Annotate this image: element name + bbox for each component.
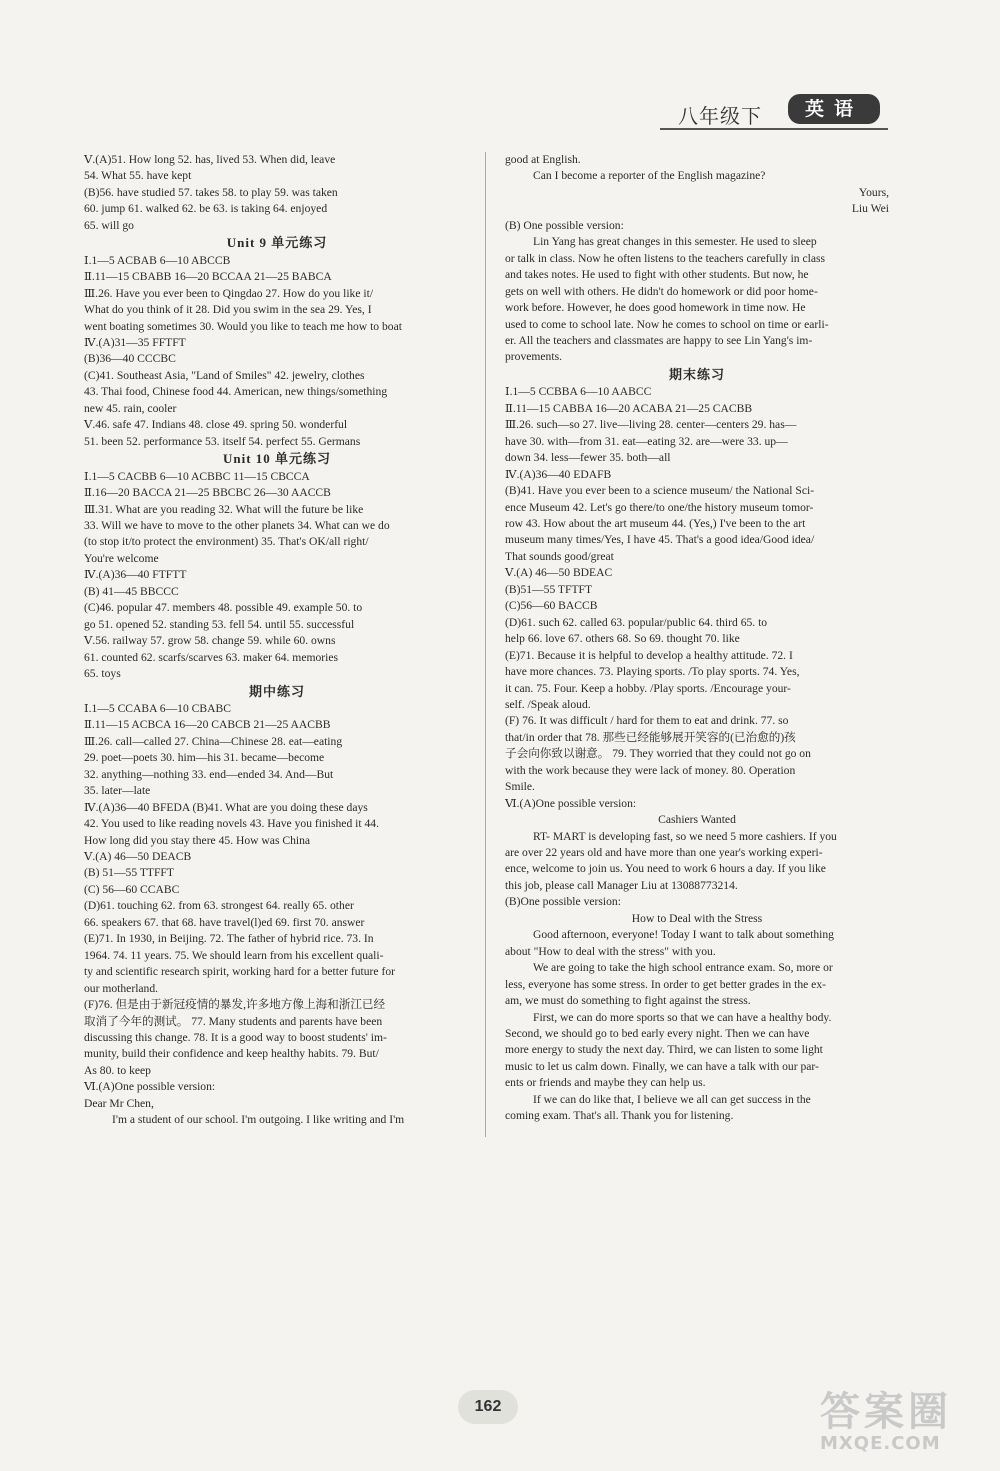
answer-line: Ⅲ.26. such—so 27. live—living 28. center—centers 29. has— (505, 418, 797, 432)
answer-line: 43. Thai food, Chinese food 44. American, new things/something (84, 385, 388, 399)
answer-line: That sounds good/great (505, 549, 614, 563)
answer-line: How long did you stay there 45. How was China (84, 833, 311, 847)
essay-line: Good afternoon, everyone! Today I want to talk about something (533, 928, 834, 942)
essay-line: coming exam. That's all. Thank you for listening. (505, 1109, 734, 1123)
answer-line: What do you think of it 28. Did you swim in the sea 29. Yes, I (84, 303, 372, 317)
essay-line: used to come to school late. Now he comes to school on time or earli- (505, 317, 829, 331)
essay-line: If we can do like that, I believe we all can get success in the (533, 1092, 811, 1106)
answer-line: (D)61. such 62. called 63. popular/public 64. third 65. to (505, 615, 768, 629)
answer-line: self. /Speak aloud. (505, 697, 591, 711)
answer-line: Ⅳ.(A)36—40 BFEDA (B)41. What are you doing these days (84, 800, 368, 814)
speech-title: How to Deal with the Stress (631, 911, 763, 925)
answer-line: Ⅴ.(A) 46—50 BDEAC (505, 566, 613, 580)
answer-line: munity, build their confidence and keep healthy habits. 79. But/ (84, 1047, 379, 1061)
answer-line: (E)71. Because it is helpful to develop a healthy attitude. 72. I (505, 648, 793, 662)
answer-line: Ⅲ.26. Have you ever been to Qingdao 27. How do you like it/ (84, 286, 374, 300)
page-header (660, 92, 890, 132)
letter-signature: Liu Wei (851, 202, 889, 216)
answer-line: 1964. 74. 11 years. 75. We should learn from his excellent quali- (84, 948, 384, 962)
essay-line: about "How to deal with the stress" with you. (505, 944, 716, 958)
answer-line: Ⅴ.46. safe 47. Indians 48. close 49. spring 50. wonderful (84, 418, 348, 432)
essay-line: RT- MART is developing fast, so we need 5 more cashiers. If you (533, 829, 837, 843)
section-heading-unit-9: Unit 9 单元练习 (226, 235, 328, 251)
answer-line: 42. You used to like reading novels 43. Have you finished it 44. (84, 817, 379, 831)
answer-line: Ⅵ.(A)One possible version: (505, 796, 637, 810)
essay-line: First, we can do more sports so that we can have a healthy body. (533, 1010, 832, 1024)
grade-label: 八年级下 (678, 104, 762, 128)
subject-tab: 英语 (788, 94, 880, 124)
answer-line: Ⅴ.(A)51. How long 52. has, lived 53. When did, leave (84, 153, 336, 166)
essay-line: Lin Yang has great changes in this semester. He used to sleep (533, 235, 817, 249)
answer-line: our motherland. (84, 981, 159, 995)
answer-line: 29. poet—poets 30. him—his 31. became—become (84, 751, 325, 765)
answer-line: (to stop it/to protect the environment) 35. That's OK/all right/ (84, 535, 369, 549)
ad-title: Cashiers Wanted (658, 813, 736, 827)
letter-closing: Yours, (858, 185, 889, 199)
answer-line: (D)61. touching 62. from 63. strongest 64. really 65. other (84, 899, 354, 913)
answer-line: Ⅵ.(A)One possible version: (84, 1080, 216, 1094)
essay-line: more energy to study the next day. Third, we can listen to some light (505, 1043, 823, 1057)
answer-line: (C)46. popular 47. members 48. possible 49. example 50. to (84, 601, 363, 615)
header-rule (660, 128, 888, 130)
essay-line: are over 22 years old and have more than one year's working experi- (505, 846, 823, 860)
essay-line: er. All the teachers and classmates are happy to see Lin Yang's im- (505, 333, 813, 347)
answer-line: Ⅳ.(A)31—35 FFTFT (84, 335, 186, 349)
essay-line: less, everyone has some stress. In order to get better grades in the ex- (505, 977, 826, 991)
answer-line: Ⅲ.31. What are you reading 32. What will the future be like (84, 502, 364, 516)
answer-line: Ⅰ.1—5 ACBAB 6—10 ABCCB (84, 253, 231, 267)
answer-line: 65. will go (84, 218, 134, 232)
answer-line: row 43. How about the art museum 44. (Yes,) I've been to the art (505, 516, 806, 530)
answer-line: 54. What 55. have kept (84, 169, 192, 183)
essay-line: We are going to take the high school entrance exam. So, more or (533, 961, 833, 975)
answer-line: (B)51—55 TFTFT (505, 582, 593, 596)
letter-salutation: Dear Mr Chen, (84, 1096, 154, 1110)
letter-body-line: Can I become a reporter of the English magazine? (533, 169, 766, 183)
answer-line: Ⅳ.(A)36—40 FTFTT (84, 568, 187, 582)
answer-line: have more chances. 73. Playing sports. /To play sports. 74. Yes, (505, 665, 800, 679)
answer-line: that/in order that 78. 那些已经能够展开笑容的(已治愈的)孩 (505, 730, 796, 744)
answer-line: 33. Will we have to move to the other planets 34. What can we do (84, 518, 390, 532)
answer-line: Smile. (505, 780, 535, 794)
answer-line: with the work because they were lack of money. 80. Operation (505, 763, 796, 777)
answer-line: Ⅴ.(A) 46—50 DEACB (84, 850, 192, 864)
answer-line: go 51. opened 52. standing 53. fell 54. until 55. successful (84, 617, 355, 631)
answer-line: Ⅲ.26. call—called 27. China—Chinese 28. eat—eating (84, 734, 343, 748)
answer-line: As 80. to keep (84, 1063, 151, 1077)
column-divider (485, 152, 486, 1137)
letter-body-line: good at English. (505, 153, 581, 166)
answer-line: 66. speakers 67. that 68. have travel(l)ed 69. first 70. answer (84, 915, 365, 929)
essay-line: Second, we should go to bed early every night. Then we can have (505, 1027, 810, 1041)
answer-line: (B)41. Have you ever been to a science museum/ the National Sci- (505, 484, 815, 498)
answer-line: (B) 51—55 TTFFT (84, 866, 174, 880)
watermark-logo (820, 1380, 990, 1460)
essay-line: provements. (505, 350, 562, 364)
answer-line: 65. toys (84, 667, 121, 681)
essay-line: am, we must do something to fight against the stress. (505, 994, 751, 1008)
section-heading-midterm: 期中练习 (248, 683, 305, 699)
answer-line: ence Museum 42. Let's go there/to one/the history museum tomor- (505, 500, 814, 514)
page-number: 162 (458, 1390, 518, 1424)
answer-line: ty and scientific research spirit, working hard for a better future for (84, 965, 395, 979)
answer-line: went boating sometimes 30. Would you like to teach me how to boat (84, 319, 402, 333)
answer-line: discussing this change. 78. It is a good way to boost students' im- (84, 1031, 387, 1045)
answer-line: (C) 56—60 CCABC (84, 882, 180, 896)
answer-line: 61. counted 62. scarfs/scarves 63. maker 64. memories (84, 650, 339, 664)
answer-line: (B) 41—45 BBCCC (84, 584, 179, 598)
answer-line: Ⅳ.(A)36—40 EDAFB (505, 467, 612, 481)
essay-line: this job, please call Manager Liu at 13088773214. (505, 878, 738, 892)
answer-line: (F) 76. It was difficult / hard for them to eat and drink. 77. so (505, 714, 789, 728)
answer-line: down 34. less—fewer 35. both—all (505, 451, 671, 465)
answer-line: help 66. love 67. others 68. So 69. thought 70. like (505, 632, 740, 646)
essay-line: and takes notes. He used to fight with other students. But now, he (505, 268, 809, 282)
answer-line: Ⅱ.11—15 ACBCA 16—20 CABCB 21—25 AACBB (84, 718, 331, 732)
watermark-url: MXQE.COM (820, 1433, 941, 1454)
answer-line: 子会向你致以谢意。 79. They worried that they could not go on (505, 747, 811, 761)
answer-line: (B)56. have studied 57. takes 58. to play 59. was taken (84, 185, 338, 199)
answer-line: Ⅱ.11—15 CBABB 16—20 BCCAA 21—25 BABCA (84, 270, 332, 284)
essay-line: ents or friends and maybe they can help us. (505, 1076, 706, 1090)
answer-line: (B)One possible version: (505, 895, 621, 909)
answer-line: Ⅰ.1—5 CACBB 6—10 ACBBC 11—15 CBCCA (84, 469, 310, 483)
answer-line: Ⅱ.11—15 CABBA 16—20 ACABA 21—25 CACBB (505, 401, 753, 415)
answer-line: museum many times/Yes, I have 45. That's a good idea/Good idea/ (505, 533, 815, 547)
right-column (505, 152, 889, 1125)
section-heading-final: 期末练习 (668, 366, 725, 382)
answer-line: have 30. with—from 31. eat—eating 32. are—were 33. up— (505, 434, 788, 448)
section-heading-unit-10: Unit 10 单元练习 (222, 451, 332, 467)
essay-line: music to let us calm down. Finally, we can have a talk with our par- (505, 1059, 819, 1073)
answer-line: (F)76. 但是由于新冠疫情的暴发,许多地方像上海和浙江已经 (84, 998, 386, 1012)
answer-line: Ⅴ.56. railway 57. grow 58. change 59. while 60. owns (84, 634, 336, 648)
answer-line: Ⅰ.1—5 CCBBA 6—10 AABCC (505, 385, 652, 399)
answer-line: (E)71. In 1930, in Beijing. 72. The father of hybrid rice. 73. In (84, 932, 374, 946)
left-column (84, 152, 470, 1129)
answer-line: 32. anything—nothing 33. end—ended 34. And—But (84, 767, 334, 781)
answer-line: Ⅰ.1—5 CCABA 6—10 CBABC (84, 701, 231, 715)
answer-line: 60. jump 61. walked 62. be 63. is taking 64. enjoyed (84, 202, 328, 216)
answer-line: (C)41. Southeast Asia, "Land of Smiles" 42. jewelry, clothes (84, 368, 365, 382)
essay-line: ence, welcome to join us. You need to work 6 hours a day. If you like (505, 862, 826, 876)
answer-line: (C)56—60 BACCB (505, 599, 598, 613)
answer-line: 取消了今年的测试。 77. Many students and parents have been (84, 1014, 383, 1028)
essay-line: work before. However, he does good homework in time now. He (505, 301, 806, 315)
essay-line: or talk in class. Now he often listens to the teachers carefully in class (505, 251, 826, 265)
answer-line: new 45. rain, cooler (84, 401, 177, 415)
answer-line: Ⅱ.16—20 BACCA 21—25 BBCBC 26—30 AACCB (84, 486, 331, 500)
letter-body-line: I'm a student of our school. I'm outgoing. I like writing and I'm (112, 1113, 405, 1127)
answer-line: 35. later—late (84, 784, 151, 798)
answer-line: (B)36—40 CCCBC (84, 352, 176, 366)
answer-line: You're welcome (84, 551, 159, 565)
essay-line: gets on well with others. He didn't do homework or did poor home- (505, 284, 818, 298)
answer-line: (B) One possible version: (505, 218, 624, 232)
watermark-main: 答案圈 (820, 1389, 952, 1435)
answer-line: 51. been 52. performance 53. itself 54. perfect 55. Germans (84, 434, 361, 448)
answer-line: it can. 75. Four. Keep a hobby. /Play sports. /Encourage your- (505, 681, 791, 695)
